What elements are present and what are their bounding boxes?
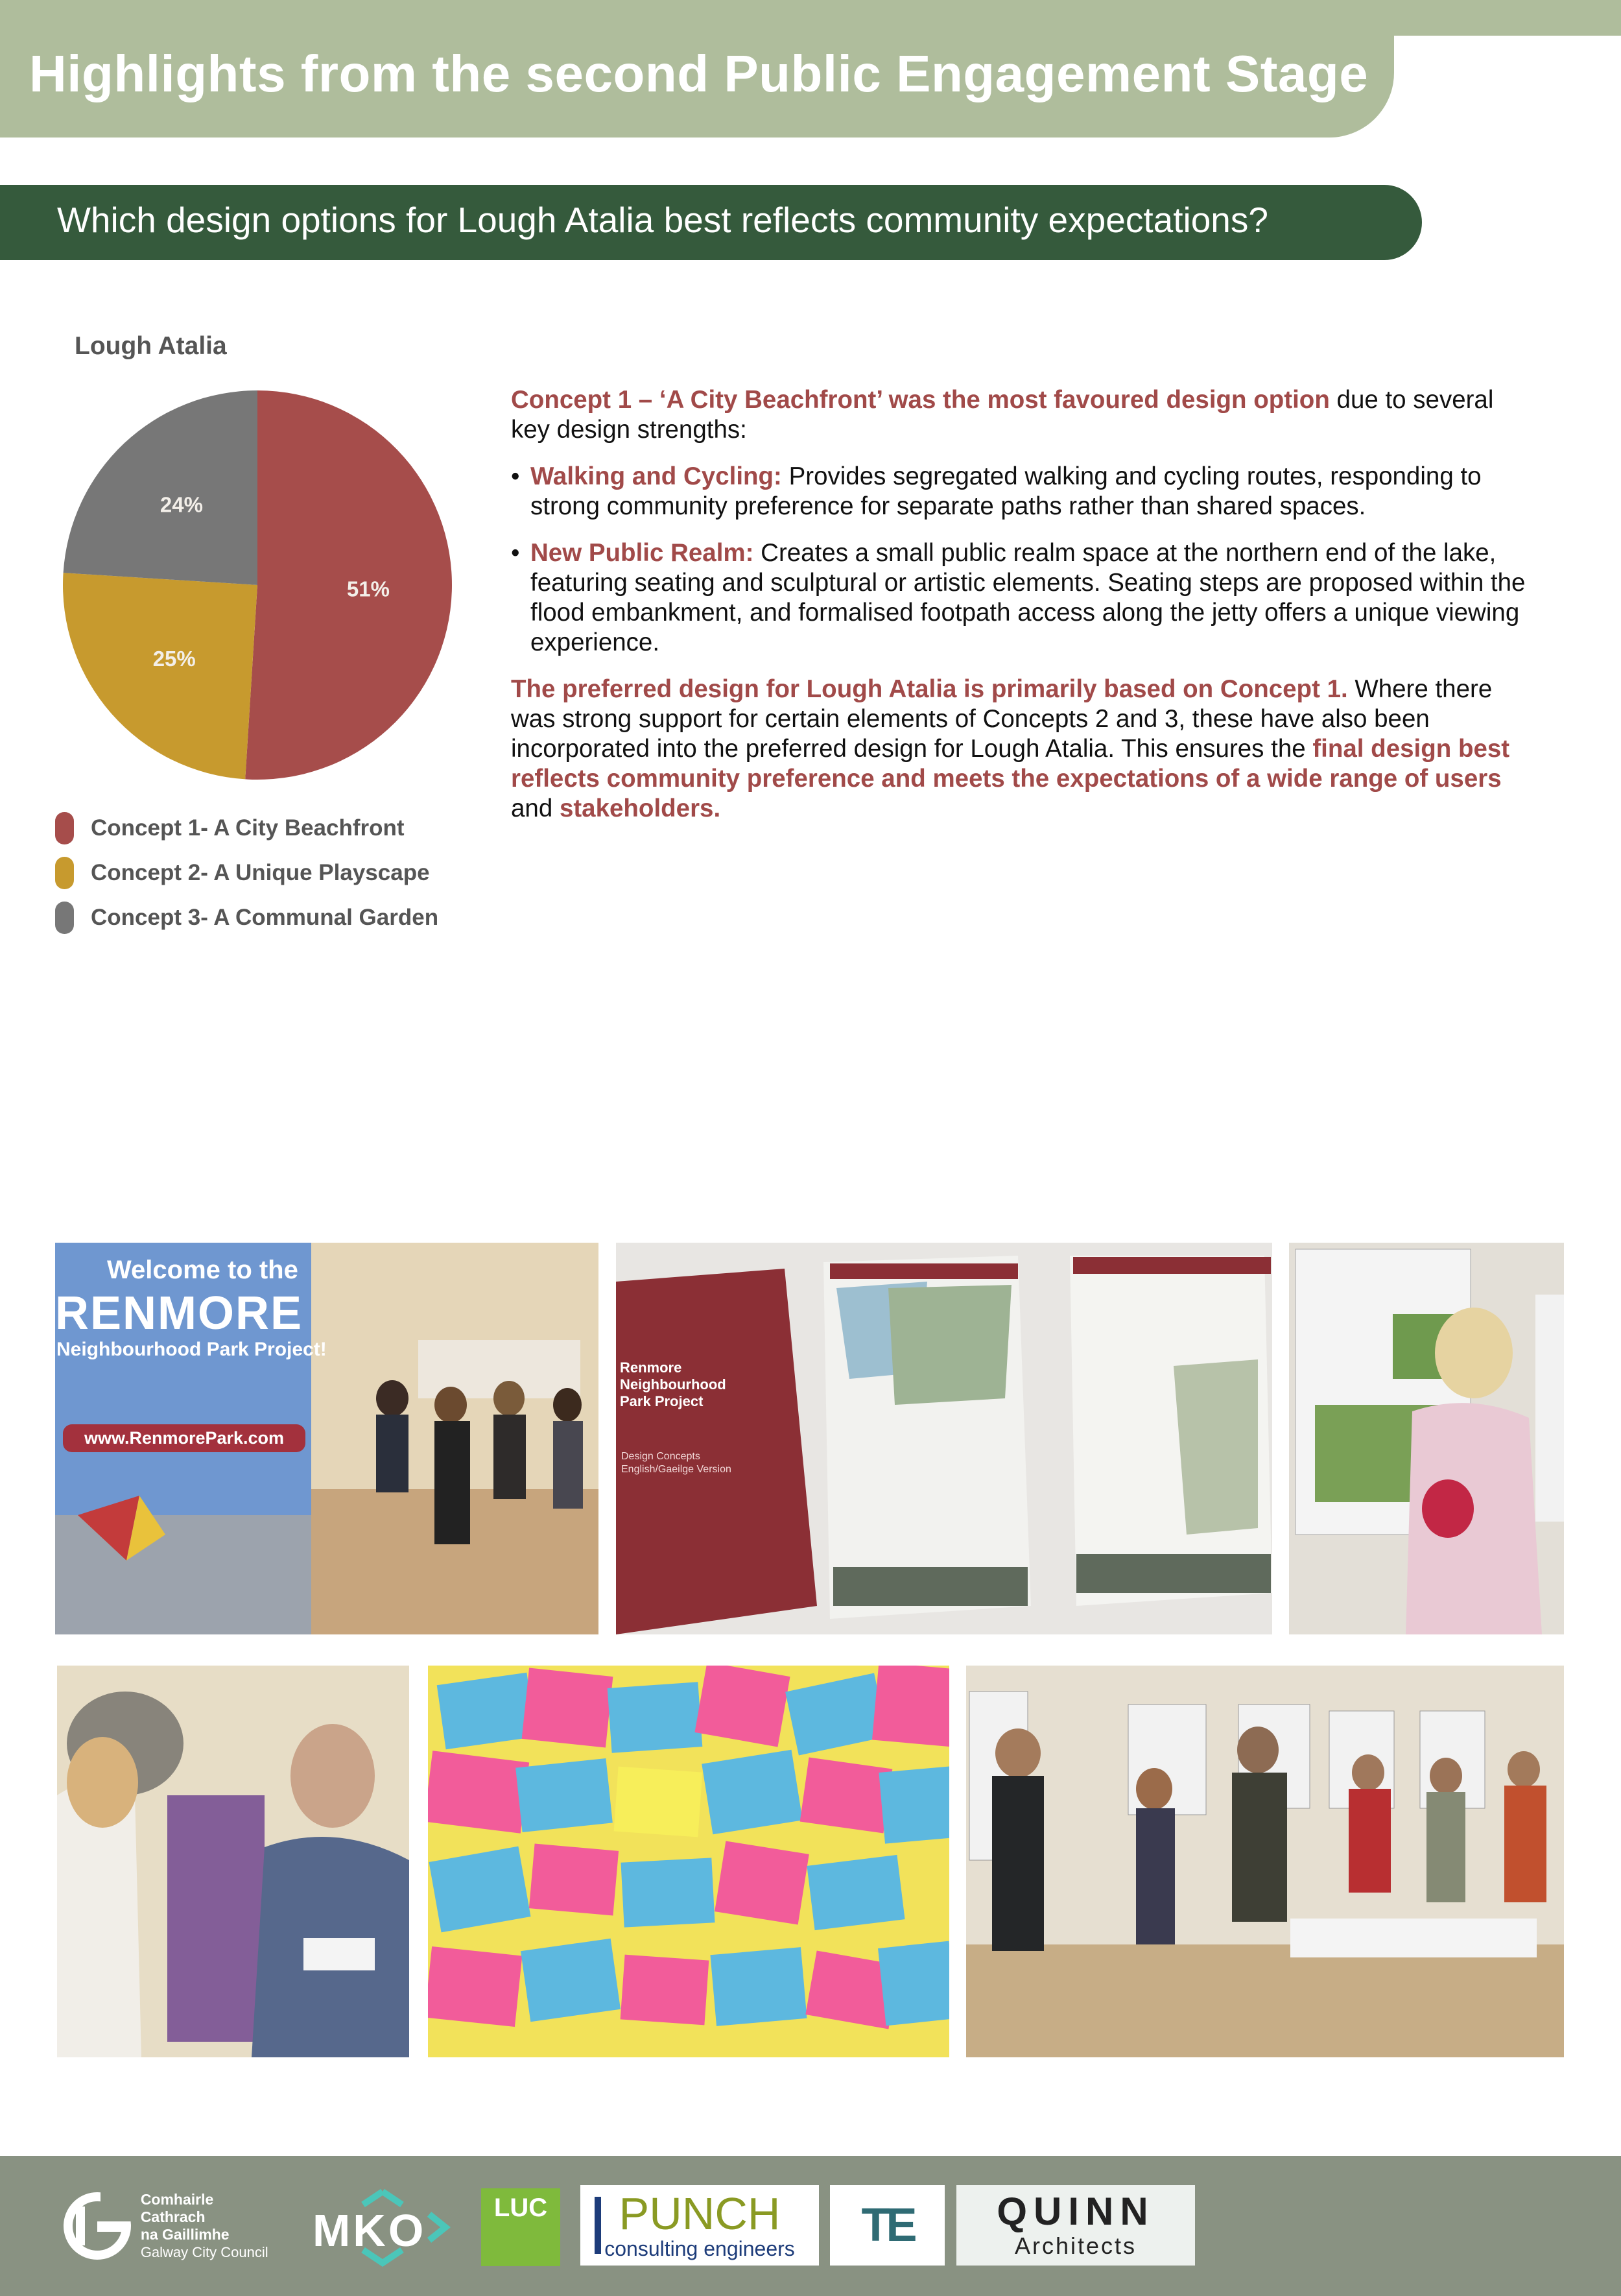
bullet-text: Creates a small public realm space at the northern end of the lake, featuring seating and sculptural or artistic elements. Seating steps are proposed within the flood embankment, and formalised footpath access along the jetty offers a unique viewing experience. [530,539,1526,656]
quinn-wordmark: QUINN [997,2190,1155,2233]
legend-swatch-concept-3 [55,902,74,934]
design-booklets-image [616,1243,1272,1634]
legend-label-concept-3: Concept 3- A Communal Garden [91,905,439,930]
bullet-marker: • [511,462,520,490]
intro-paragraph [511,385,1529,445]
legend-label-concept-1: Concept 1- A City Beachfront [91,815,405,841]
banner-url-text: www.RenmorePark.com [63,1424,305,1452]
chart-legend [55,812,438,946]
legend-label-concept-2: Concept 2- A Unique Playscape [91,860,430,885]
conclusion-highlight-2: final design best reflects community preference and meets the expectations of a wide range of users [511,735,1510,793]
legend-item-concept-1 [55,812,438,844]
intro-rest: due to several key design strengths: [511,386,1494,444]
booklet-subtitle-text: Design Concepts English/Gaeilge Version [621,1451,731,1475]
photo-woman-reading-board [1289,1243,1564,1634]
legend-item-concept-3 [55,902,438,934]
legend-swatch-concept-2 [55,857,74,889]
luc-logo [481,2188,560,2266]
bullet-public-realm [511,538,1529,658]
pie-label-concept-1: 51% [346,577,390,601]
bullet-body [530,538,1529,658]
booklet-title-text: Renmore Neighbourhood Park Project [620,1359,726,1409]
woman-reading-board-image [1289,1243,1564,1634]
question-banner [0,185,1422,260]
banner-subtitle-text: Neighbourhood Park Project! [56,1339,327,1360]
chart-title: Lough Atalia [75,332,227,360]
footer-logos [0,2156,1621,2296]
exhibition-hall-image [966,1666,1564,2057]
page-title: Highlights from the second Public Engagement Stage [29,45,1369,102]
mko-wordmark: MKO [313,2205,427,2256]
banner-welcome-text: Welcome to the [107,1256,298,1284]
pie-label-concept-3: 24% [160,492,203,517]
man-taking-notes-image [57,1666,409,2057]
quinn-logo [956,2185,1195,2266]
te-wordmark: TE [861,2199,914,2251]
sticky-notes-wall-image [428,1666,949,2057]
bullet-title: New Public Realm: [530,539,754,567]
question-heading: Which design options for Lough Atalia best reflects community expectations? [57,200,1268,240]
luc-wordmark: LUC [493,2194,548,2222]
pie-label-concept-2: 25% [152,647,196,671]
conclusion-paragraph [511,675,1529,824]
bullet-body [530,462,1529,521]
pie-slice-concept-2 [63,573,257,779]
photo-welcome-banner [55,1243,598,1634]
pie-chart [58,386,460,788]
bullet-marker: • [511,539,520,567]
title-banner [0,0,1394,138]
galway-g-icon [62,2190,133,2262]
photo-sticky-notes-wall [428,1666,949,2057]
findings-text [511,385,1529,841]
photo-exhibition-hall [966,1666,1564,2057]
punch-logo [580,2185,819,2266]
conclusion-and: and [511,795,560,822]
conclusion-highlight: The preferred design for Lough Atalia is primarily based on Concept 1. [511,675,1348,703]
te-logo [830,2185,945,2266]
bullet-walking-cycling [511,462,1529,521]
gcc-line-2: na Gaillimhe [140,2225,230,2243]
punch-bar-icon [595,2197,601,2254]
quinn-subtitle: Architects [1014,2232,1137,2259]
photo-man-taking-notes [57,1666,409,2057]
legend-item-concept-2 [55,857,438,889]
galway-city-council-logo [62,2188,282,2263]
mko-logo [306,2185,459,2269]
legend-swatch-concept-1 [55,812,74,844]
conclusion-highlight-3: stakeholders. [559,795,721,822]
bullet-title: Walking and Cycling: [530,462,782,490]
pie-slice-concept-3 [64,390,257,585]
photo-design-booklets [616,1243,1272,1634]
intro-highlight: Concept 1 – ‘A City Beachfront’ was the most favoured design option [511,386,1330,414]
gcc-line-3: Galway City Council [140,2243,268,2260]
punch-subtitle: consulting engineers [604,2236,795,2260]
bullet-text: Provides segregated walking and cycling routes, responding to strong community preference for separate paths rather than shared spaces. [530,462,1482,520]
gcc-line-1: Comhairle Cathrach [140,2190,214,2225]
conclusion-text: Where there was strong support for certain elements of Concepts 2 and 3, these have also been incorporated into the preferred design for Lough Atalia. This ensures the [511,675,1493,763]
punch-wordmark: PUNCH [619,2188,781,2239]
banner-renmore-text: RENMORE [55,1287,303,1339]
